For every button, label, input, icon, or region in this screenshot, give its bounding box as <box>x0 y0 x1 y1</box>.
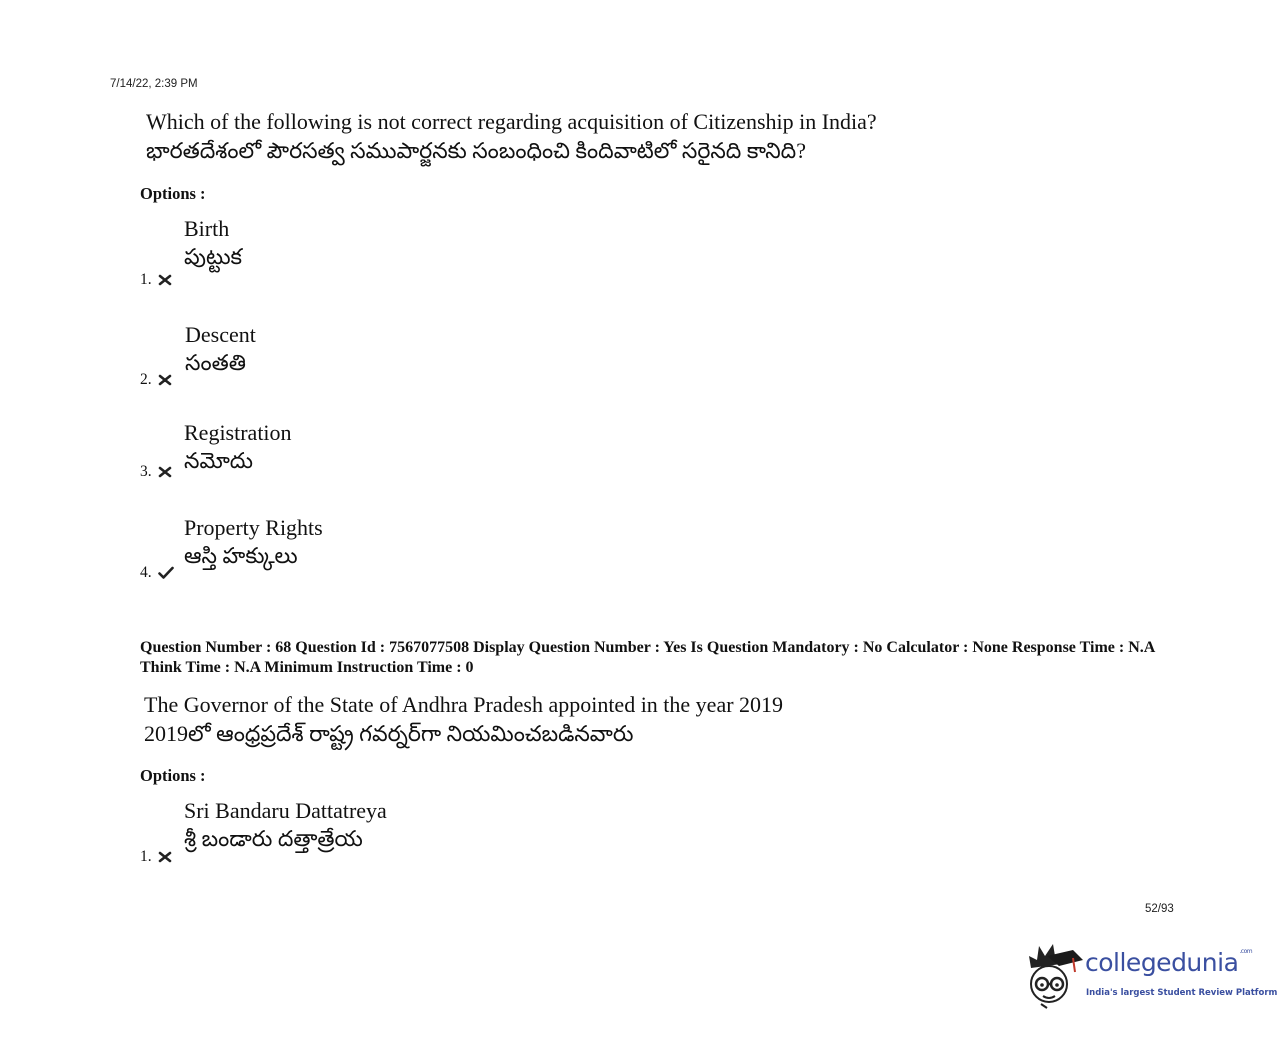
question-1-text <box>146 107 877 165</box>
mascot-icon <box>1025 940 1085 1010</box>
question-2-metadata: Question Number : 68 Question Id : 7567077508 Display Question Number : Yes Is Question Mandatory : No Calculator : None Response Time : N.A Think Time : N.A Minimum Instruction Time : 0 <box>140 639 1155 676</box>
q1-option-2-english: Descent <box>185 322 256 347</box>
q2-option-1-text <box>184 797 387 853</box>
q2-option-1-number <box>140 848 172 866</box>
option-number: 2. <box>140 371 152 388</box>
collegedunia-logo <box>1025 940 1278 1010</box>
print-timestamp: 7/14/22, 2:39 PM <box>110 78 198 90</box>
q1-option-1-english: Birth <box>184 216 230 241</box>
q1-option-4-number <box>140 564 174 582</box>
option-number: 3. <box>140 463 152 480</box>
q1-option-3-text <box>184 419 292 475</box>
question-1-english: Which of the following is not correct regarding acquisition of Citizenship in India? <box>146 109 877 134</box>
question-1-telugu: భారతదేశంలో పౌరసత్వ సముపార్జనకు సంబంధించి కిందివాటిలో సరైనది కానిది? <box>146 138 806 163</box>
q1-option-3-telugu: నమోదు <box>184 448 253 473</box>
option-number: 4. <box>140 564 152 581</box>
brand-name <box>1085 948 1252 977</box>
question-2-options-label: Options : <box>140 766 206 785</box>
brand-tagline: India's largest Student Review Platform <box>1086 988 1278 998</box>
question-2-text <box>144 690 783 748</box>
q1-option-4-english: Property Rights <box>184 515 323 540</box>
question-1-options-label: Options : <box>140 184 206 203</box>
q1-option-1-telugu: పుట్టుక <box>184 244 243 269</box>
cross-icon <box>158 373 172 387</box>
q1-option-1-number <box>140 271 172 289</box>
question-2-telugu: 2019లో ఆంధ్రప్రదేశ్ రాష్ట్ర గవర్నర్‌గా నియమించబడినవారు <box>144 721 634 746</box>
option-number: 1. <box>140 271 152 288</box>
check-icon <box>158 566 174 580</box>
brand-suffix: .com <box>1239 948 1253 955</box>
q2-option-1-telugu: శ్రీ బండారు దత్తాత్రేయ <box>184 826 363 851</box>
q1-option-4-telugu: ఆస్తి హక్కులు <box>184 543 298 568</box>
page-number: 52/93 <box>1145 903 1174 915</box>
q1-option-4-text <box>184 514 323 570</box>
q1-option-3-english: Registration <box>184 420 292 445</box>
q1-option-1-text <box>184 215 242 271</box>
q1-option-2-telugu: సంతతి <box>185 350 246 375</box>
cross-icon <box>158 273 172 287</box>
q2-option-1-english: Sri Bandaru Dattatreya <box>184 798 387 823</box>
cross-icon <box>158 850 172 864</box>
question-2-english: The Governor of the State of Andhra Pradesh appointed in the year 2019 <box>144 692 784 717</box>
option-number: 1. <box>140 848 152 865</box>
q1-option-3-number <box>140 463 172 481</box>
brand-wordmark: collegedunia <box>1085 948 1239 977</box>
q1-option-2-number <box>140 371 172 389</box>
cross-icon <box>158 465 172 479</box>
q1-option-2-text <box>185 321 256 377</box>
